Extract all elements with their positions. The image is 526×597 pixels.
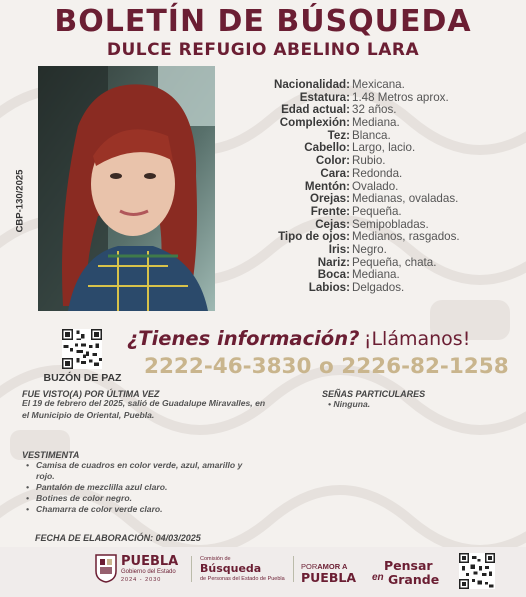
attr-value: Semipobladas. — [352, 217, 429, 231]
pensar-en-grande-grande: Grande — [388, 572, 440, 587]
comision-bottom: de Personas del Estado de Puebla — [200, 576, 285, 582]
attr-label: Boca: — [317, 268, 350, 282]
attr-label: Complexión: — [279, 116, 350, 130]
page-title: BOLETÍN DE BÚSQUEDA — [54, 4, 472, 39]
por-amor-word-1: POR — [301, 562, 318, 571]
last-seen-text: El 19 de febrero del 2025, salió de Guadalupe Miravalles, en el Municipio de Oriental, Puebla. — [22, 398, 266, 420]
puebla-gov-subtitle: Gobierno del Estado — [121, 569, 176, 575]
attr-label: Tez: — [327, 128, 350, 142]
pensar-en-grande-en: en — [372, 572, 384, 583]
attr-value: Redonda. — [352, 166, 403, 180]
footer-qr-code[interactable] — [459, 553, 495, 589]
attr-value: Largo, lacio. — [352, 141, 416, 155]
attr-value: Delgados. — [352, 281, 405, 294]
marks-heading: SEÑAS PARTICULARES — [322, 389, 426, 399]
clothing-item: • Pantalón de mezclilla azul claro. — [22, 482, 252, 493]
attr-value: Blanca. — [352, 128, 391, 142]
attr-row — [228, 206, 524, 219]
comision-top: Comisión de — [200, 556, 231, 562]
footer-divider — [293, 556, 294, 582]
attr-label: Color: — [315, 154, 350, 168]
clothing-item: • Botines de color negro. — [22, 493, 252, 504]
attr-label: Nariz: — [317, 255, 350, 269]
person-photo-image — [38, 66, 215, 311]
case-id-text: CBP-130/2025 — [14, 169, 26, 233]
phone-numbers — [144, 354, 509, 379]
phone-number-2[interactable]: 2226-82-1258 — [341, 354, 509, 379]
attr-label: Orejas: — [310, 192, 350, 206]
attr-value: 32 años. — [352, 103, 397, 117]
attr-label: Estatura: — [299, 90, 350, 104]
state-seal-icon — [94, 553, 118, 583]
attr-value: Mediana. — [352, 116, 400, 130]
attr-value: Ovalado. — [352, 179, 399, 193]
attr-value: Mediana. — [352, 268, 400, 282]
por-amor-puebla-logo: PUEBLA — [301, 570, 357, 585]
attr-label: Cara: — [320, 166, 350, 180]
physical-description — [228, 79, 524, 295]
comision-logo: Búsqueda — [200, 562, 262, 575]
attr-value: 1.48 Metros aprox. — [352, 90, 449, 104]
attr-row — [228, 168, 524, 181]
clothing-list — [22, 460, 252, 515]
attr-row — [228, 155, 524, 168]
clothing-item: • Camisa de cuadros en color verde, azul, amarillo y rojo. — [22, 460, 252, 482]
attr-row — [228, 117, 524, 130]
attr-label: Iris: — [328, 242, 350, 256]
phone-separator: o — [318, 354, 334, 379]
clothing-item: • Chamarra de color verde claro. — [22, 504, 252, 515]
last-seen-heading: FUE VISTO(A) POR ÚLTIMA VEZ — [22, 389, 160, 399]
attr-value: Medianos, rasgados. — [352, 230, 460, 244]
attr-value: Negro. — [352, 242, 387, 256]
phone-number-1[interactable]: 2222-46-3830 — [144, 354, 312, 379]
footer-logos — [0, 547, 526, 597]
attr-label: Cejas: — [315, 217, 350, 231]
attr-label: Frente: — [310, 204, 350, 218]
attr-row — [228, 79, 524, 92]
attr-value: Medianas, ovaladas. — [352, 192, 459, 206]
case-id — [13, 156, 27, 246]
puebla-gov-logo: PUEBLA — [121, 554, 179, 569]
attr-value: Mexicana. — [352, 78, 405, 91]
attr-label: Labios: — [308, 281, 350, 294]
puebla-gov-years: 2024 - 2030 — [121, 577, 162, 583]
attr-row — [228, 193, 524, 206]
cta-question: ¿Tienes información? — [127, 327, 360, 350]
clothing-heading: VESTIMENTA — [22, 450, 80, 460]
buzon-qr-code[interactable] — [62, 329, 102, 369]
elaboration-date: FECHA DE ELABORACIÓN: 04/03/2025 — [35, 533, 201, 543]
attr-value: Rubio. — [352, 154, 386, 168]
person-name: DULCE REFUGIO ABELINO LARA — [106, 40, 420, 60]
attr-label: Nacionalidad: — [273, 78, 350, 91]
marks-item: • Ninguna. — [328, 399, 370, 411]
attr-label: Cabello: — [304, 141, 350, 155]
attr-label: Mentón: — [304, 179, 350, 193]
attr-value: Pequeña. — [352, 204, 402, 218]
por-amor-word-2: AMOR A — [317, 562, 348, 571]
cta-call: ¡Llámanos! — [363, 328, 471, 350]
attr-label: Edad actual: — [281, 103, 350, 117]
attr-value: Pequeña, chata. — [352, 255, 437, 269]
attr-label: Tipo de ojos: — [278, 230, 350, 244]
attr-row — [228, 282, 524, 295]
buzon-label: BUZÓN DE PAZ — [43, 372, 122, 384]
pensar-en-grande-logo: Pensar — [384, 558, 433, 573]
person-photo — [38, 66, 215, 311]
attr-row — [228, 244, 524, 257]
footer-divider — [191, 556, 192, 582]
call-to-action — [127, 327, 526, 350]
